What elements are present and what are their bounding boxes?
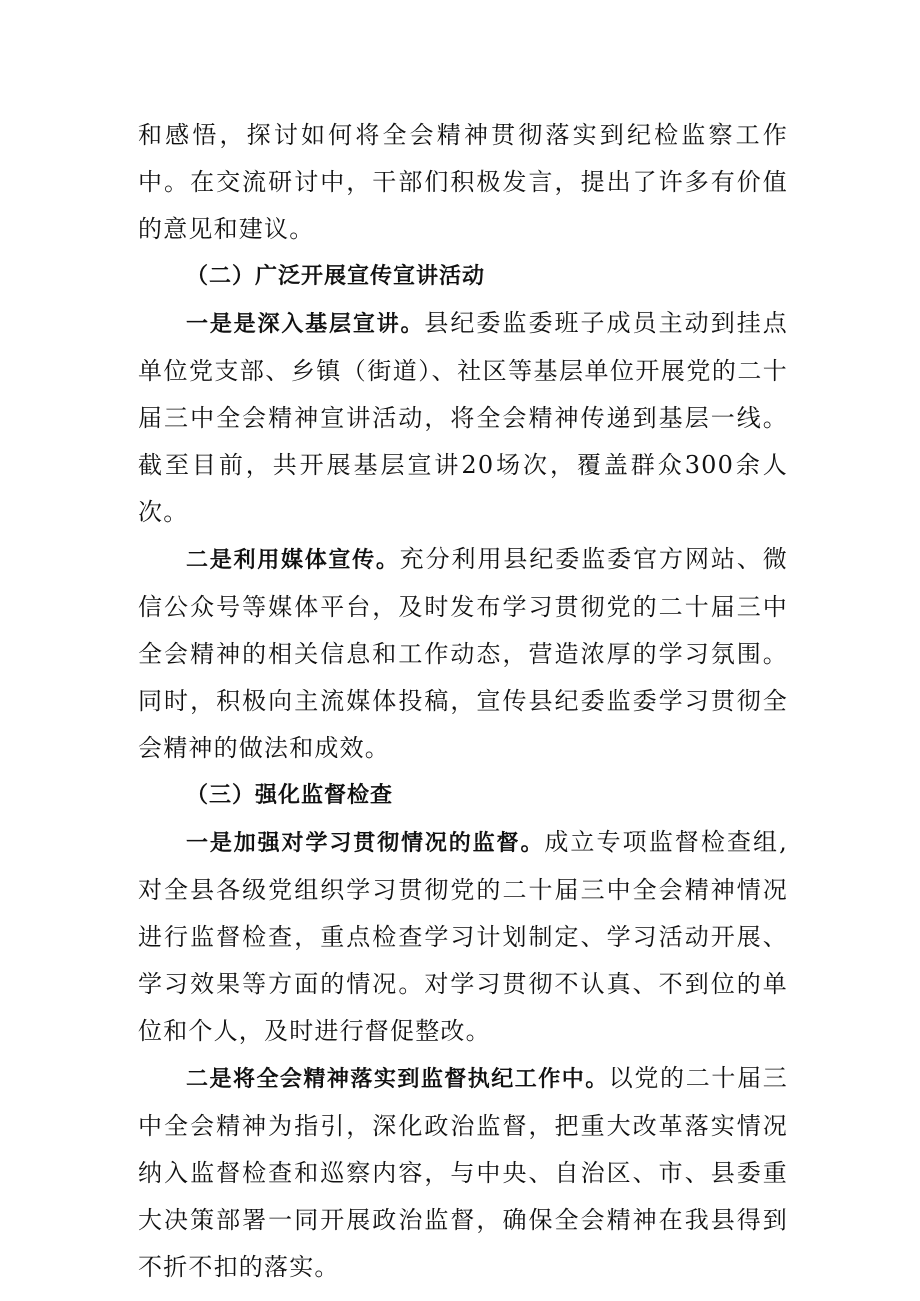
paragraph-lead: 二是将全会精神落实到监督执纪工作中。 xyxy=(186,1067,609,1092)
paragraph-text: 县纪委监委班子成员主动到挂点单位党支部、乡镇（街道）、社区等基层单位开展党的二十届三中全会精神宣讲活动，将全会精神传递到基层一线。截至目前，共开展基层宣讲20场次，覆盖群众300余人次。 xyxy=(138,309,788,526)
paragraph-text: 以党的二十届三中全会精神为指引，深化政治监督，把重大改革落实情况纳入监督检查和巡察内容，与中央、自治区、市、县委重大决策部署一同开展政治监督，确保全会精神在我县得到不折不扣的落实。 xyxy=(138,1064,788,1281)
paragraph-lead: 二是利用媒体宣传。 xyxy=(186,548,400,573)
paragraph-grassroots-lectures xyxy=(138,300,788,536)
paragraph-lead: 一是加强对学习贯彻情况的监督。 xyxy=(186,831,545,856)
paragraph-text: 成立专项监督检查组,对全县各级党组织学习贯彻党的二十届三中全会精神情况进行监督检查，重点检查学习计划制定、学习活动开展、学习效果等方面的情况。对学习贯彻不认真、不到位的单位和个人，及时进行督促整改。 xyxy=(138,828,788,1045)
paragraph-supervision-discipline xyxy=(138,1055,788,1291)
section-heading-2: （二）广泛开展宣传宣讲活动 xyxy=(186,264,486,289)
document-page xyxy=(138,112,788,1291)
paragraph-supervision-study xyxy=(138,819,788,1055)
paragraph-text: 充分利用县纪委监委官方网站、微信公众号等媒体平台，及时发布学习贯彻党的二十届三中全会精神的相关信息和工作动态，营造浓厚的学习氛围。同时，积极向主流媒体投稿，宣传县纪委监委学习贯彻全会精神的做法和成效。 xyxy=(138,545,788,762)
paragraph-continuation: 和感悟，探讨如何将全会精神贯彻落实到纪检监察工作中。在交流研讨中，干部们积极发言，提出了许多有价值的意见和建议。 xyxy=(138,121,788,243)
paragraph-media-publicity xyxy=(138,536,788,772)
section-heading-3: （三）强化监督检查 xyxy=(186,783,394,808)
paragraph-lead: 一是是深入基层宣讲。 xyxy=(186,312,425,337)
